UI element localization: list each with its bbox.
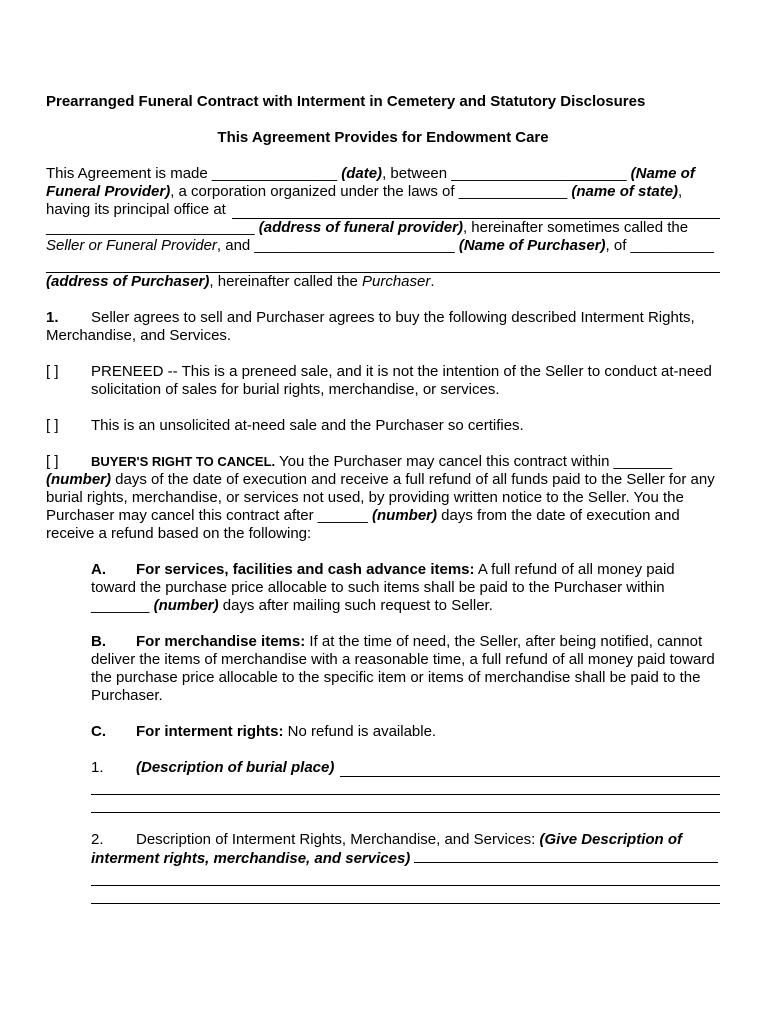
intro-text: _________________________ <box>46 219 259 236</box>
document-title: Prearranged Funeral Contract with Interment in Cemetery and Statutory Disclosures <box>46 93 646 110</box>
intro-line <box>46 219 720 237</box>
description-2-label: (Give Description of interment rights, merchandise, and services) <box>91 831 683 867</box>
item-a <box>46 561 720 615</box>
item-b <box>46 633 720 705</box>
intro-text: having its principal office at <box>46 201 226 218</box>
item-a-heading: For services, facilities and cash advance items: <box>136 561 475 578</box>
section-number: 1. <box>46 309 59 326</box>
cancel-text: days of the date of execution and receive a full refund of all funds paid to the Seller for any burial rights, merchandise, or services not used, by providing written notice to the Seller. You the Purchaser may cancel this contract after ______ <box>46 471 715 524</box>
intro-text: , a corporation organized under the laws of _____________ <box>170 183 572 200</box>
cancel-heading: BUYER'S RIGHT TO CANCEL. <box>91 454 276 469</box>
provider-name-label: (Name of Funeral Provider) <box>46 165 695 200</box>
item-c-heading: For interment rights: <box>136 723 284 740</box>
principal-office-line <box>46 201 720 219</box>
section-1 <box>46 309 720 345</box>
interment-description-blank-line[interactable] <box>91 886 720 904</box>
preneed-option <box>46 363 720 399</box>
intro-text: This Agreement is made _______________ <box>46 165 342 182</box>
item-b-heading: For merchandise items: <box>136 633 306 650</box>
section-1-text: Seller agrees to sell and Purchaser agrees to buy the following described Interment Rights, Merchandise, and Services. <box>46 309 695 344</box>
cancel-checkbox[interactable]: [ ] <box>46 453 59 470</box>
item-b-text: If at the time of need, the Seller, after being notified, cannot deliver the items of merchandise with a reasonable time, a full refund of all money paid toward the purchase price allocable to the specific item or items of merchandise shall be paid to the Purchaser. <box>91 633 715 704</box>
intro-line <box>46 273 720 291</box>
provider-address-label: (address of funeral provider) <box>258 219 463 236</box>
intro-line <box>46 165 720 201</box>
purchaser-address-label: (address of Purchaser) <box>46 273 210 290</box>
intro-text: , <box>678 183 683 200</box>
description-1-number: 1. <box>91 759 104 776</box>
intro-text: , of __________ <box>605 237 714 254</box>
description-1-line <box>91 759 720 777</box>
contract-document <box>46 93 720 904</box>
burial-place-blank-line[interactable] <box>91 795 720 813</box>
interment-description-blank[interactable] <box>414 849 718 863</box>
burial-place-blank-line[interactable] <box>91 777 720 795</box>
item-b-label: B. <box>91 633 106 650</box>
cancel-option <box>46 453 720 543</box>
intro-text: , between _____________________ <box>382 165 631 182</box>
interment-description-blank-line[interactable] <box>91 868 720 886</box>
cancel-number-label: (number) <box>372 507 438 524</box>
intro-paragraph <box>46 165 720 291</box>
principal-office-blank[interactable] <box>232 204 720 219</box>
description-1-label: (Description of burial place) <box>136 759 335 776</box>
description-2-text <box>91 831 720 868</box>
intro-line <box>46 237 720 255</box>
burial-place-blank[interactable] <box>340 762 720 777</box>
preneed-text: PRENEED -- This is a preneed sale, and it is not the intention of the Seller to conduct at-need solicitation of sales for burial rights, merchandise, or services. <box>91 363 712 398</box>
item-a-text: days after mailing such request to Seller. <box>218 597 493 614</box>
intro-text: , and ________________________ <box>216 237 459 254</box>
description-2 <box>46 831 720 904</box>
purchaser-term: Purchaser <box>361 273 431 290</box>
seller-term: Seller or Funeral Provider <box>46 237 217 254</box>
item-c <box>46 723 720 741</box>
cancel-number-label: (number) <box>46 471 111 488</box>
item-a-text: A full refund of all money paid toward the purchase price allocable to such items shall be paid to the Purchaser within _______ <box>91 561 675 614</box>
intro-text: , hereinafter called the <box>209 273 362 290</box>
date-field-label: (date) <box>341 165 383 182</box>
atneed-text: This is an unsolicited at-need sale and the Purchaser so certifies. <box>91 417 524 434</box>
preneed-checkbox[interactable]: [ ] <box>46 363 59 380</box>
item-a-label: A. <box>91 561 106 578</box>
description-1 <box>46 759 720 813</box>
atneed-option <box>46 417 720 435</box>
cancel-text: days from the date of execution and receive a refund based on the following: <box>46 507 680 542</box>
item-a-number-label: (number) <box>153 597 219 614</box>
purchaser-name-label: (Name of Purchaser) <box>458 237 606 254</box>
document-subtitle: This Agreement Provides for Endowment Care <box>217 129 549 146</box>
intro-text: . <box>430 273 435 290</box>
description-2-number: 2. <box>91 831 104 848</box>
purchaser-address-blank[interactable] <box>46 255 720 273</box>
state-name-label: (name of state) <box>571 183 679 200</box>
atneed-checkbox[interactable]: [ ] <box>46 417 59 434</box>
cancel-text: You the Purchaser may cancel this contract within _______ <box>275 453 673 470</box>
item-c-text: No refund is available. <box>283 723 437 740</box>
item-c-label: C. <box>91 723 106 740</box>
description-2-intro: Description of Interment Rights, Merchandise, and Services: <box>136 831 540 848</box>
intro-text: , hereinafter sometimes called the <box>462 219 689 236</box>
